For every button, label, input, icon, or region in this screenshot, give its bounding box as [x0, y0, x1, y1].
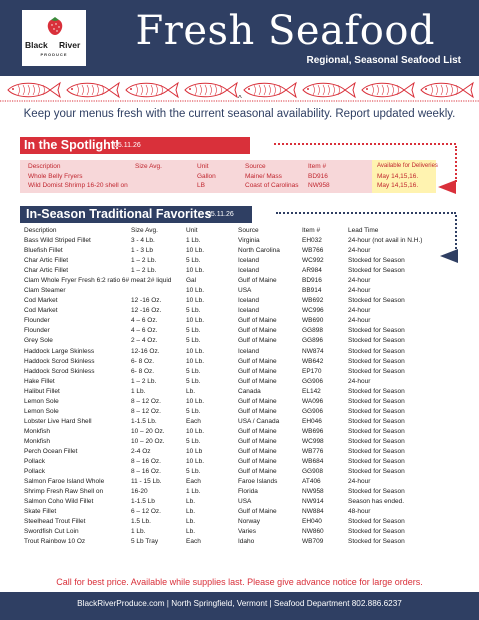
cell-item: WA096: [302, 397, 324, 405]
cell-size: 1 – 2 Lb.: [131, 257, 157, 265]
cell-item: GG898: [302, 327, 323, 335]
spotlight-heading: [20, 137, 250, 154]
cell-unit: 10 Lb.: [186, 287, 205, 295]
table-row: [0, 527, 479, 537]
cell-lead-time: 24-hour: [348, 317, 371, 325]
cell-lead-time: Stocked for Season: [348, 387, 405, 395]
cell-item: EP170: [302, 367, 322, 375]
table-row: [0, 407, 479, 417]
cell-description: Trout Rainbow 10 Oz: [24, 538, 86, 546]
in-season-table-body: [0, 236, 479, 547]
fish-icon: [303, 83, 355, 97]
cell-unit: 10 Lb.: [186, 247, 205, 255]
cell-description: Char Artic Fillet: [24, 267, 69, 275]
cell-description: Flounder: [24, 327, 50, 335]
cell-unit: 10 Lb.: [186, 317, 205, 325]
cell-description: Swordfish Cut Loin: [24, 528, 79, 536]
cell-source: USA: [238, 498, 252, 506]
column-header-size: Size Avg.: [131, 227, 158, 234]
cell-item: WB684: [302, 458, 324, 466]
fish-icon: [126, 83, 178, 97]
fish-icon: [244, 83, 296, 97]
cell-lead-time: Stocked for Season: [348, 337, 405, 345]
spotlight-header-unit: Unit: [197, 163, 209, 170]
cell-size: 4 – 6 Oz.: [131, 327, 158, 335]
cell-item: NW874: [302, 347, 324, 355]
cell-description: Clam Steamer: [24, 287, 66, 295]
cell-lead-time: 24-hour: [348, 307, 371, 315]
cell-description: Shrimp Fresh Raw Shell on: [24, 488, 104, 496]
cell-item: NW884: [302, 508, 324, 516]
cell-lead-time: 24-hour: [348, 377, 371, 385]
cell-size: 12 -16 Oz.: [131, 297, 162, 305]
cell-item: AR984: [302, 267, 322, 275]
cell-unit: Each: [186, 538, 201, 546]
cell-size: 2-4 Oz: [131, 447, 151, 455]
spotlight-row-unit: Gallon: [197, 173, 216, 180]
cell-lead-time: Stocked for Season: [348, 538, 405, 546]
cell-lead-time: Stocked for Season: [348, 257, 405, 265]
cell-lead-time: Stocked for Season: [348, 267, 405, 275]
spotlight-row-desc: Wild Domist Shrimp 16-20 shell on: [28, 182, 128, 189]
tagline: Keep your menus fresh with the current seasonal availability. Report updated weekly.: [23, 108, 456, 120]
cell-unit: Lb.: [186, 387, 196, 395]
cell-unit: 10 Lb.: [186, 267, 205, 275]
cell-lead-time: Stocked for Season: [348, 518, 405, 526]
column-header-unit: Unit: [186, 227, 198, 234]
cell-unit: 10 Lb.: [186, 297, 205, 305]
spotlight-row-avail: May 14,15,16.: [377, 182, 419, 189]
cell-description: Flounder: [24, 317, 50, 325]
cell-item: WB776: [302, 447, 324, 455]
in-season-table-header: [0, 226, 479, 236]
cell-source: USA: [238, 287, 252, 295]
cell-description: Salmon Coho Wild Fillet: [24, 498, 94, 506]
column-header-description: Description: [24, 227, 57, 234]
table-row: [0, 296, 479, 306]
cell-lead-time: 24-hour: [348, 287, 371, 295]
cell-source: Gulf of Maine: [238, 367, 277, 375]
table-row: [0, 326, 479, 336]
cell-description: Char Artic Fillet: [24, 257, 69, 265]
cell-unit: 1 Lb.: [186, 488, 201, 496]
table-row: [0, 266, 479, 276]
cell-size: 6- 8 Oz.: [131, 357, 155, 365]
cell-lead-time: Stocked for Season: [348, 458, 405, 466]
spotlight-header-size: Size Avg.: [135, 163, 162, 170]
cell-source: Iceland: [238, 267, 259, 275]
cell-unit: Each: [186, 417, 201, 425]
cell-item: WB709: [302, 538, 324, 546]
table-row: [0, 306, 479, 316]
cell-description: Monkfish: [24, 437, 51, 445]
fish-icon: [421, 83, 473, 97]
cell-description: Bluefish Fillet: [24, 247, 63, 255]
spotlight-dotted-vrule: [455, 146, 457, 182]
spotlight-row-item: BD916: [308, 173, 328, 180]
cell-source: USA / Canada: [238, 417, 280, 425]
cell-lead-time: Stocked for Season: [348, 447, 405, 455]
table-row: [0, 347, 479, 357]
cell-item: GG906: [302, 407, 323, 415]
cell-size: 1-1.5 Lb: [131, 498, 155, 506]
cell-lead-time: Stocked for Season: [348, 468, 405, 476]
table-row: [0, 417, 479, 427]
cell-unit: Lb.: [186, 528, 196, 536]
table-row: [0, 357, 479, 367]
cell-unit: 5 Lb.: [186, 307, 201, 315]
cell-size: 8 – 16 Oz.: [131, 458, 161, 466]
cell-size: 2 – 4 Oz.: [131, 337, 158, 345]
cell-size: 11 - 15 Lb.: [131, 478, 162, 486]
spotlight-row-source: Coast of Carolinas: [245, 182, 299, 189]
table-row: [0, 437, 479, 447]
table-row: [0, 236, 479, 246]
cell-unit: 10 Lb.: [186, 458, 205, 466]
cell-source: Gulf of Maine: [238, 327, 277, 335]
in-season-heading: [20, 206, 252, 223]
cell-size: 12-16 Oz.: [131, 347, 160, 355]
cell-item: EL142: [302, 387, 321, 395]
cell-description: Bass Wild Striped Fillet: [24, 237, 91, 244]
cell-item: BB914: [302, 287, 322, 295]
cell-size: 8 – 16 Oz.: [131, 468, 161, 476]
banner-caret: ^: [238, 94, 242, 103]
table-row: [0, 286, 479, 296]
fish-icon: [185, 83, 237, 97]
table-row: [0, 427, 479, 437]
cell-source: Gulf of Maine: [238, 508, 277, 516]
cell-description: Perch Ocean Fillet: [24, 447, 78, 455]
cell-item: NW958: [302, 488, 324, 496]
spotlight-header-item: Item #: [308, 163, 327, 170]
column-header-source: Source: [238, 227, 259, 234]
cell-lead-time: 24-hour: [348, 478, 371, 486]
cell-unit: 5 Lb.: [186, 327, 201, 335]
cell-unit: 5 Lb.: [186, 337, 201, 345]
cell-source: Gulf of Maine: [238, 458, 277, 466]
table-row: [0, 246, 479, 256]
cell-source: Iceland: [238, 347, 259, 355]
cell-lead-time: Stocked for Season: [348, 367, 405, 375]
cell-source: Gulf of Maine: [238, 357, 277, 365]
strawberry-logo-icon: [46, 16, 64, 36]
cell-description: Lemon Sole: [24, 397, 59, 405]
cell-item: BD916: [302, 277, 322, 285]
cell-item: NW914: [302, 498, 324, 506]
cell-description: Steelhead Trout Fillet: [24, 518, 86, 526]
logo-subword: PRODUCE: [40, 52, 68, 57]
cell-description: Lemon Sole: [24, 407, 59, 415]
table-row: [0, 537, 479, 547]
table-row: [0, 336, 479, 346]
cell-item: GG906: [302, 377, 323, 385]
cell-item: NW860: [302, 528, 324, 536]
cell-item: GG908: [302, 468, 323, 476]
column-header-item: Item #: [302, 227, 321, 234]
cell-description: Pollack: [24, 468, 45, 476]
cell-source: Canada: [238, 387, 261, 395]
cell-unit: Lb.: [186, 508, 196, 516]
cell-size: 1 – 2 Lb.: [131, 267, 157, 275]
cell-unit: 5 Lb.: [186, 257, 201, 265]
cell-lead-time: 24-hour: [348, 277, 371, 285]
cell-size: 1-1.5 Lb.: [131, 417, 157, 425]
cell-lead-time: Stocked for Season: [348, 488, 405, 496]
table-row: [0, 457, 479, 467]
cell-source: Gulf of Maine: [238, 427, 277, 435]
cell-unit: 10 Lb.: [186, 397, 205, 405]
cell-lead-time: Stocked for Season: [348, 407, 405, 415]
cell-size: 6- 8 Oz.: [131, 367, 155, 375]
cell-size: 5 Lb Tray: [131, 538, 159, 546]
cell-lead-time: Stocked for Season: [348, 417, 405, 425]
cell-unit: Lb.: [186, 518, 196, 526]
table-row: [0, 387, 479, 397]
fish-icon: [8, 83, 60, 97]
table-row: [0, 447, 479, 457]
cell-lead-time: Stocked for Season: [348, 427, 405, 435]
cell-lead-time: 24-hour (not avail in N.H.): [348, 237, 423, 244]
cell-unit: 10 Lb.: [186, 357, 205, 365]
cell-unit: Gal: [186, 277, 197, 285]
cell-unit: 10 Lb: [186, 447, 203, 455]
cell-source: Gulf of Maine: [238, 337, 277, 345]
cell-unit: 10 Lb.: [186, 427, 205, 435]
cell-lead-time: 48-hour: [348, 508, 371, 516]
cell-size: 8 – 12 Oz.: [131, 407, 161, 415]
cell-size: 4 – 6 Oz.: [131, 317, 158, 325]
cell-item: WB690: [302, 317, 324, 325]
footer-band: [0, 592, 479, 620]
cell-lead-time: Stocked for Season: [348, 297, 405, 305]
table-row: [0, 487, 479, 497]
cell-description: Halibut Fillet: [24, 387, 60, 395]
spotlight-row-avail: May 14,15,16.: [377, 173, 419, 180]
spotlight-header-source: Source: [245, 163, 266, 170]
cell-lead-time: Stocked for Season: [348, 357, 405, 365]
in-season-title: In-Season Traditional Favorites: [26, 207, 212, 221]
cell-item: WB766: [302, 247, 324, 255]
cell-item: EH032: [302, 237, 322, 244]
cell-size: 1 Lb.: [131, 528, 146, 536]
cell-source: Norway: [238, 518, 261, 526]
cell-item: EH040: [302, 518, 322, 526]
cell-item: WC992: [302, 257, 324, 265]
header-band: [0, 0, 479, 76]
cell-source: Virginia: [238, 237, 260, 244]
cell-lead-time: Season has ended.: [348, 498, 405, 506]
cell-size: 10 – 20 Oz.: [131, 427, 165, 435]
fish-icon: [67, 83, 119, 97]
cell-unit: 5 Lb.: [186, 407, 201, 415]
table-row: [0, 367, 479, 377]
cell-lead-time: Stocked for Season: [348, 327, 405, 335]
cell-description: Cod Market: [24, 307, 58, 315]
cell-source: Gulf of Maine: [238, 447, 277, 455]
table-row: [0, 397, 479, 407]
page-subtitle: Regional, Seasonal Seafood List: [306, 55, 461, 66]
footer-contact: BlackRiverProduce.com | North Springfield, Vermont | Seafood Department 802.886.6237: [77, 599, 402, 608]
in-season-dotted-rule: [276, 212, 456, 214]
spotlight-row-desc: Whole Belly Fryers: [28, 173, 83, 180]
cell-description: Haddock Scrod Skinless: [24, 367, 95, 375]
spotlight-row-item: NW958: [308, 182, 330, 189]
table-row: [0, 507, 479, 517]
cell-description: Skate Fillet: [24, 508, 57, 516]
spotlight-dotted-rule: [274, 143, 456, 145]
cell-item: WC996: [302, 307, 324, 315]
cell-item: GG896: [302, 337, 323, 345]
cell-unit: 5 Lb.: [186, 377, 201, 385]
cell-unit: 5 Lb.: [186, 468, 201, 476]
cell-lead-time: 24-hour: [348, 247, 371, 255]
cell-source: Faroe Islands: [238, 478, 278, 486]
cell-size: 3 - 4 Lb.: [131, 237, 155, 244]
cell-source: Gulf of Maine: [238, 397, 277, 405]
cell-item: AT406: [302, 478, 321, 486]
cell-description: Haddock Large Skinless: [24, 347, 95, 355]
cell-size: 6 – 12 Oz.: [131, 508, 161, 516]
cell-unit: 5 Lb.: [186, 367, 201, 375]
cell-source: Gulf of Maine: [238, 468, 277, 476]
cell-size: 1.5 Lb.: [131, 518, 151, 526]
cell-source: Gulf of Maine: [238, 377, 277, 385]
cell-size: 1 Lb.: [131, 387, 146, 395]
fish-icon: [362, 83, 414, 97]
table-row: [0, 377, 479, 387]
cell-description: Grey Sole: [24, 337, 53, 345]
cell-description: Hake Fillet: [24, 377, 55, 385]
cell-description: Lobster Live Hard Shell: [24, 417, 92, 425]
cell-item: WB642: [302, 357, 324, 365]
cell-source: Gulf of Maine: [238, 437, 277, 445]
cell-lead-time: Stocked for Season: [348, 528, 405, 536]
table-row: [0, 477, 479, 487]
table-row: [0, 256, 479, 266]
cell-source: Gulf of Maine: [238, 407, 277, 415]
spotlight-title: In the Spotlight!: [24, 138, 120, 152]
cell-source: Idaho: [238, 538, 255, 546]
cell-size: 8 – 12 Oz.: [131, 397, 161, 405]
in-season-date: 05.11.26: [207, 211, 234, 218]
cell-unit: 5 Lb.: [186, 437, 201, 445]
spotlight-header-avail: Available for Deliveries: [377, 163, 438, 169]
logo-word-left: Black: [25, 40, 48, 50]
cell-source: Iceland: [238, 307, 259, 315]
cell-description: Clam Whole Fryer Fresh 6:2 ratio 6# meat 2# liquid: [24, 277, 172, 285]
cell-size: 1 – 2 Lb.: [131, 377, 157, 385]
cell-source: Gulf of Maine: [238, 317, 277, 325]
cell-source: Iceland: [238, 297, 259, 305]
spotlight-date: 05.11.26: [114, 142, 141, 149]
cell-size: 16-20: [131, 488, 148, 496]
cell-lead-time: Stocked for Season: [348, 397, 405, 405]
cell-source: Gulf of Maine: [238, 277, 277, 285]
table-row: [0, 467, 479, 477]
cell-source: Iceland: [238, 257, 259, 265]
cell-unit: Lb.: [186, 498, 196, 506]
cell-size: 12 -16 Oz.: [131, 307, 162, 315]
cell-unit: 1 Lb.: [186, 237, 201, 244]
cell-description: Cod Market: [24, 297, 58, 305]
cell-unit: Each: [186, 478, 201, 486]
cell-lead-time: Stocked for Season: [348, 347, 405, 355]
column-header-lead-time: Lead Time: [348, 227, 379, 234]
cell-source: Varies: [238, 528, 256, 536]
spotlight-header-desc: Description: [28, 163, 61, 170]
cell-source: Florida: [238, 488, 258, 496]
cell-item: WB696: [302, 427, 324, 435]
page-title: Fresh Seafood: [135, 8, 435, 54]
cell-item: EH046: [302, 417, 322, 425]
logo-word-right: River: [59, 40, 81, 50]
table-row: [0, 276, 479, 286]
price-callout: Call for best price. Available while supplies last. Please give advance notice for large orders.: [56, 577, 423, 587]
cell-description: Salmon Faroe Island Whole: [24, 478, 105, 486]
cell-description: Pollack: [24, 458, 45, 466]
cell-unit: 10 Lb.: [186, 347, 205, 355]
spotlight-arrow-icon: [438, 180, 456, 194]
table-row: [0, 497, 479, 507]
spotlight-row-source: Maine/ Mass: [245, 173, 282, 180]
cell-item: WC998: [302, 437, 324, 445]
cell-lead-time: Stocked for Season: [348, 437, 405, 445]
cell-item: WB692: [302, 297, 324, 305]
spotlight-row-unit: LB: [197, 182, 205, 189]
cell-size: 1 - 3 Lb: [131, 247, 154, 255]
cell-description: Monkfish: [24, 427, 51, 435]
table-row: [0, 316, 479, 326]
cell-size: 10 – 20 Oz.: [131, 437, 165, 445]
table-row: [0, 517, 479, 527]
cell-source: North Carolina: [238, 247, 280, 255]
brand-logo: [22, 10, 86, 66]
cell-description: Haddock Scrod Skinless: [24, 357, 95, 365]
